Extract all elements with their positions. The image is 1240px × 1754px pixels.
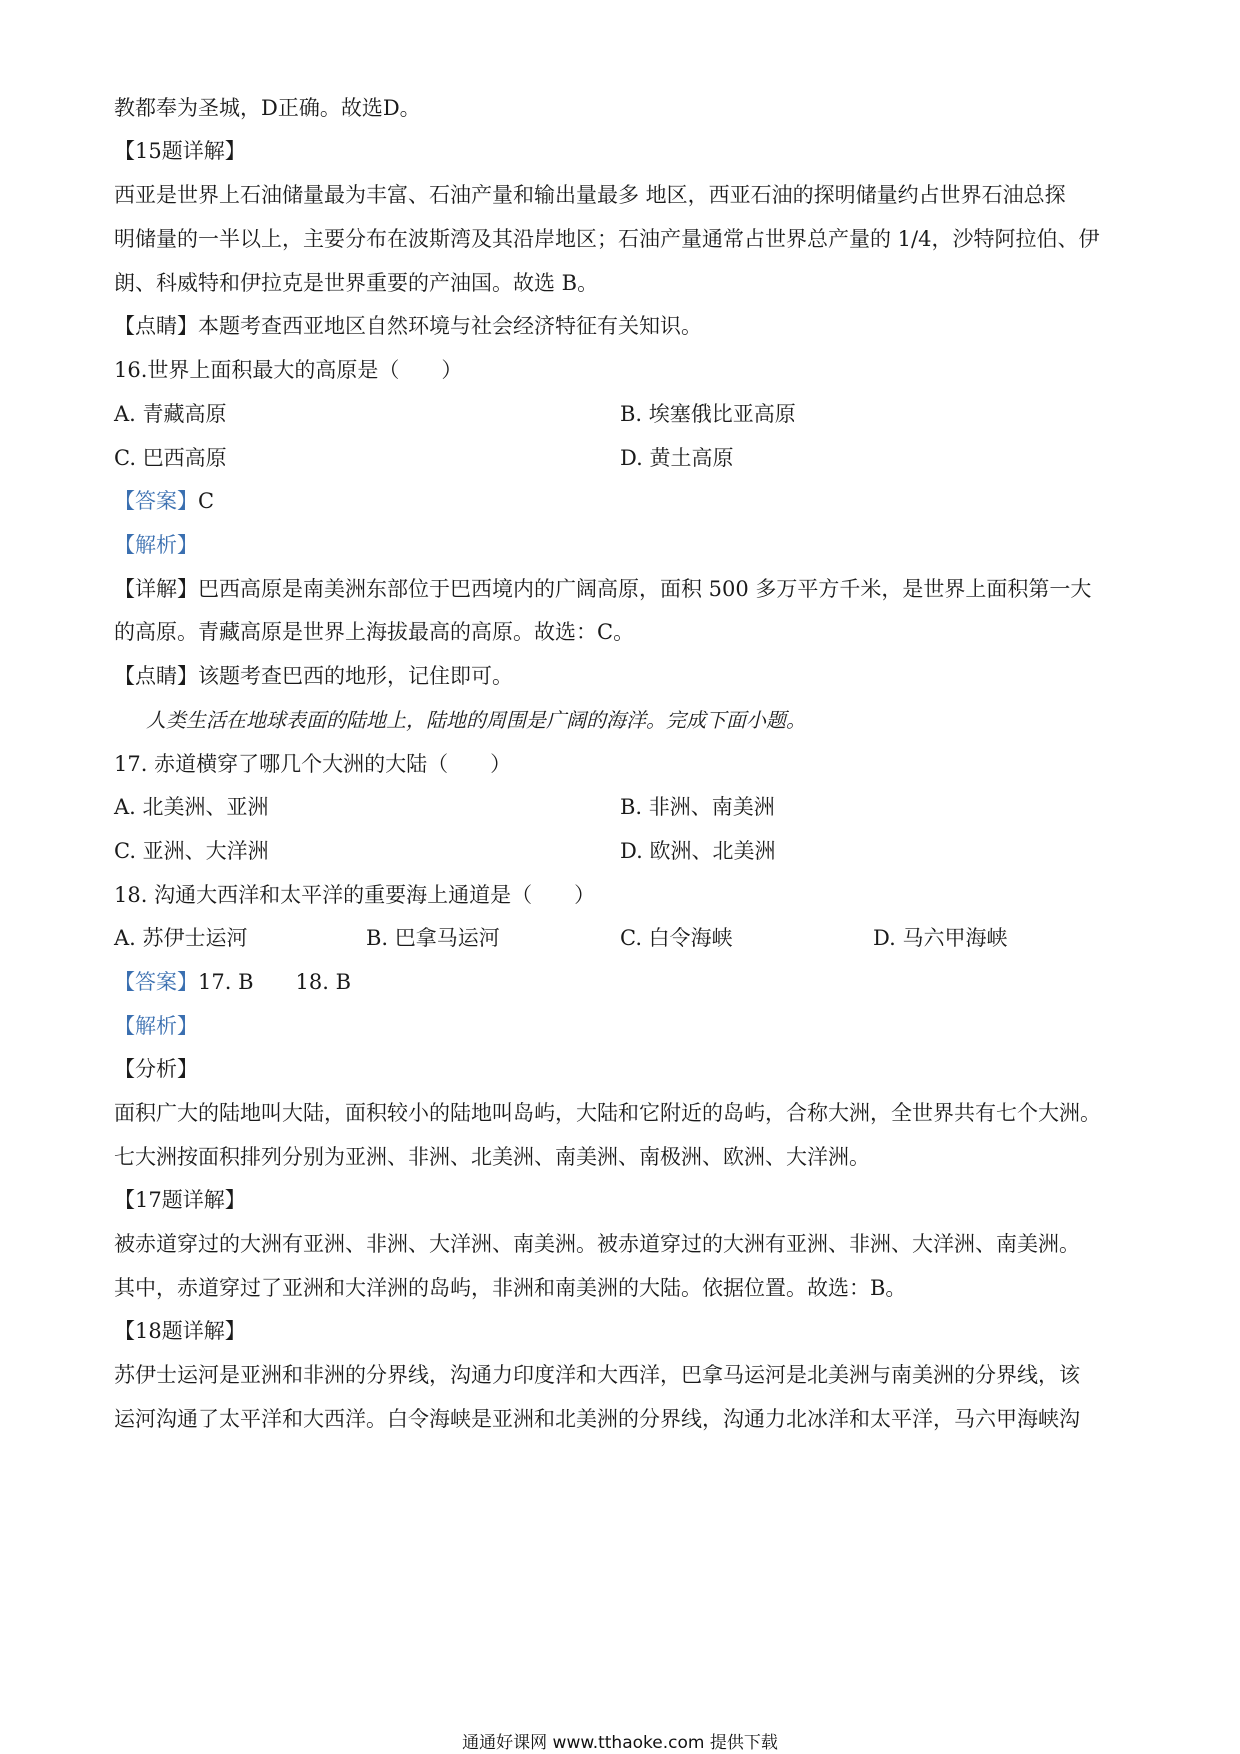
option-17-d: D. 欧洲、北美洲 — [620, 839, 776, 863]
question-16: 16.世界上面积最大的高原是（ ） — [114, 358, 463, 382]
section-heading-17: 【17题详解】 — [114, 1188, 246, 1212]
analysis-label: 【解析】 — [114, 533, 198, 557]
answer-value: 17. B 18. B — [198, 970, 352, 994]
answer-label: 【答案】 — [114, 970, 198, 994]
option-16-c: C. 巴西高原 — [114, 446, 227, 470]
text-line: 朗、科威特和伊拉克是世界重要的产油国。故选 B。 — [114, 271, 599, 295]
text-line: 教都奉为圣城，D正确。故选D。 — [114, 96, 421, 120]
comment-line: 【点睛】本题考查西亚地区自然环境与社会经济特征有关知识。 — [114, 314, 702, 338]
option-16-d: D. 黄土高原 — [620, 446, 734, 470]
question-18: 18. 沟通大西洋和太平洋的重要海上通道是（ ） — [114, 883, 596, 907]
detail-line: 的高原。青藏高原是世界上海拔最高的高原。故选：C。 — [114, 620, 635, 644]
question-17: 17. 赤道横穿了哪几个大洲的大陆（ ） — [114, 752, 512, 776]
text-line: 明储量的一半以上，主要分布在波斯湾及其沿岸地区；石油产量通常占世界总产量的 1/4，沙特阿拉伯、伊 — [114, 227, 1100, 251]
text-line: 苏伊士运河是亚洲和非洲的分界线，沟通力印度洋和大西洋，巴拿马运河是北美洲与南美洲的分界线，该 — [114, 1363, 1080, 1387]
option-17-c: C. 亚洲、大洋洲 — [114, 839, 269, 863]
analysis-heading: 【分析】 — [114, 1057, 198, 1081]
comment-line: 【点睛】该题考查巴西的地形，记住即可。 — [114, 664, 513, 688]
text-line: 运河沟通了太平洋和大西洋。白令海峡是亚洲和北美洲的分界线，沟通力北冰洋和太平洋，马六甲海峡沟 — [114, 1407, 1080, 1431]
page-footer: 通通好课网 www.tthaoke.com 提供下载 — [462, 1733, 778, 1753]
answer-16 — [114, 486, 1134, 516]
option-18-b: B. 巴拿马运河 — [366, 926, 500, 950]
option-18-c: C. 白令海峡 — [620, 926, 733, 950]
group-intro: 人类生活在地球表面的陆地上，陆地的周围是广阔的海洋。完成下面小题。 — [146, 708, 806, 732]
answer-17-18 — [114, 967, 1134, 997]
option-16-a: A. 青藏高原 — [114, 402, 227, 426]
section-heading-15: 【15题详解】 — [114, 139, 246, 163]
option-18-d: D. 马六甲海峡 — [873, 926, 1008, 950]
text-line: 面积广大的陆地叫大陆，面积较小的陆地叫岛屿，大陆和它附近的岛屿，合称大洲，全世界共有七个大洲。 — [114, 1101, 1101, 1125]
option-16-b: B. 埃塞俄比亚高原 — [620, 402, 796, 426]
text-line: 西亚是世界上石油储量最为丰富、石油产量和输出量最多 地区，西亚石油的探明储量约占世界石油总探 — [114, 183, 1066, 207]
answer-label: 【答案】 — [114, 489, 198, 513]
analysis-label: 【解析】 — [114, 1014, 198, 1038]
option-18-a: A. 苏伊士运河 — [114, 926, 248, 950]
text-line: 其中，赤道穿过了亚洲和大洋洲的岛屿，非洲和南美洲的大陆。依据位置。故选：B。 — [114, 1276, 907, 1300]
option-17-a: A. 北美洲、亚洲 — [114, 795, 269, 819]
text-line: 被赤道穿过的大洲有亚洲、非洲、大洋洲、南美洲。被赤道穿过的大洲有亚洲、非洲、大洋洲、南美洲。 — [114, 1232, 1080, 1256]
option-17-b: B. 非洲、南美洲 — [620, 795, 775, 819]
text-line: 七大洲按面积排列分别为亚洲、非洲、北美洲、南美洲、南极洲、欧洲、大洋洲。 — [114, 1145, 870, 1169]
answer-value: C — [198, 489, 215, 513]
section-heading-18: 【18题详解】 — [114, 1319, 246, 1343]
detail-line: 【详解】巴西高原是南美洲东部位于巴西境内的广阔高原，面积 500 多万平方千米，是世界上面积第一大 — [114, 577, 1092, 601]
